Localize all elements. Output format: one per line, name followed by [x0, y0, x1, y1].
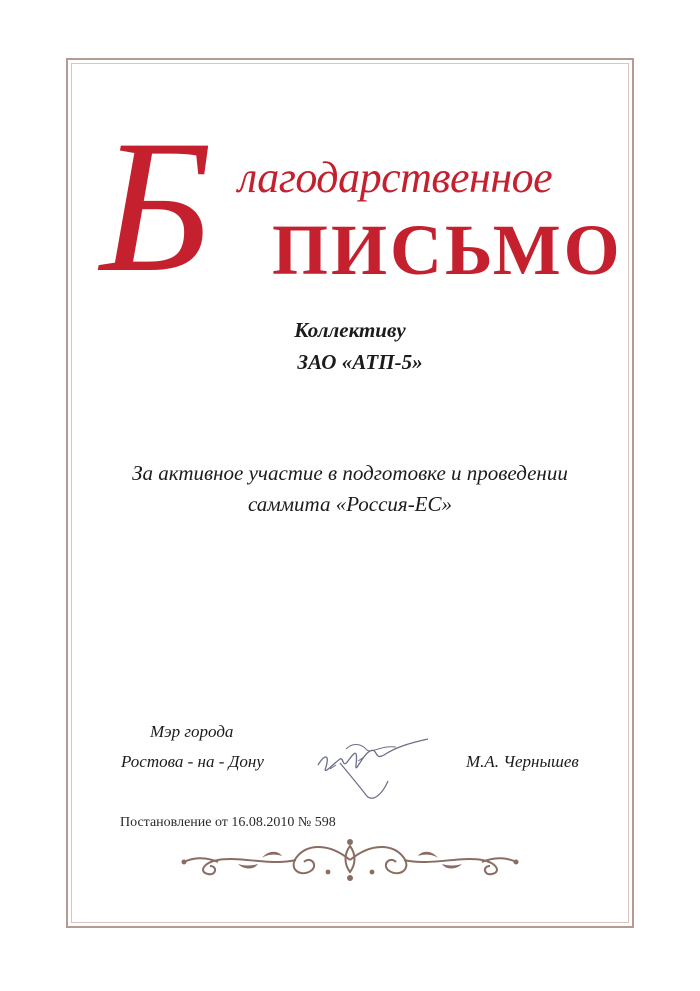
title-initial: Б — [100, 102, 213, 312]
reason-line-1: За активное участие в подготовке и проведении — [132, 461, 568, 485]
signatory-position-line-1: Мэр города — [150, 722, 234, 741]
reason-line-2: саммита «Россия-ЕС» — [247, 492, 453, 516]
recipient-line-1: Коллективу — [294, 318, 406, 342]
handwritten-signature — [300, 725, 440, 805]
decree-reference: Постановление от 16.08.2010 № 598 — [120, 815, 336, 830]
signatory-position-line-2: Ростова - на - Дону — [121, 752, 264, 771]
title-line-1: лагодарственное — [238, 153, 553, 202]
signatory-name: М.А. Чернышев — [466, 752, 579, 771]
recipient-line-2: ЗАО «АТП-5» — [297, 350, 423, 374]
ornament-flourish — [178, 836, 523, 884]
title-line-2: ПИСЬМО — [272, 210, 623, 290]
